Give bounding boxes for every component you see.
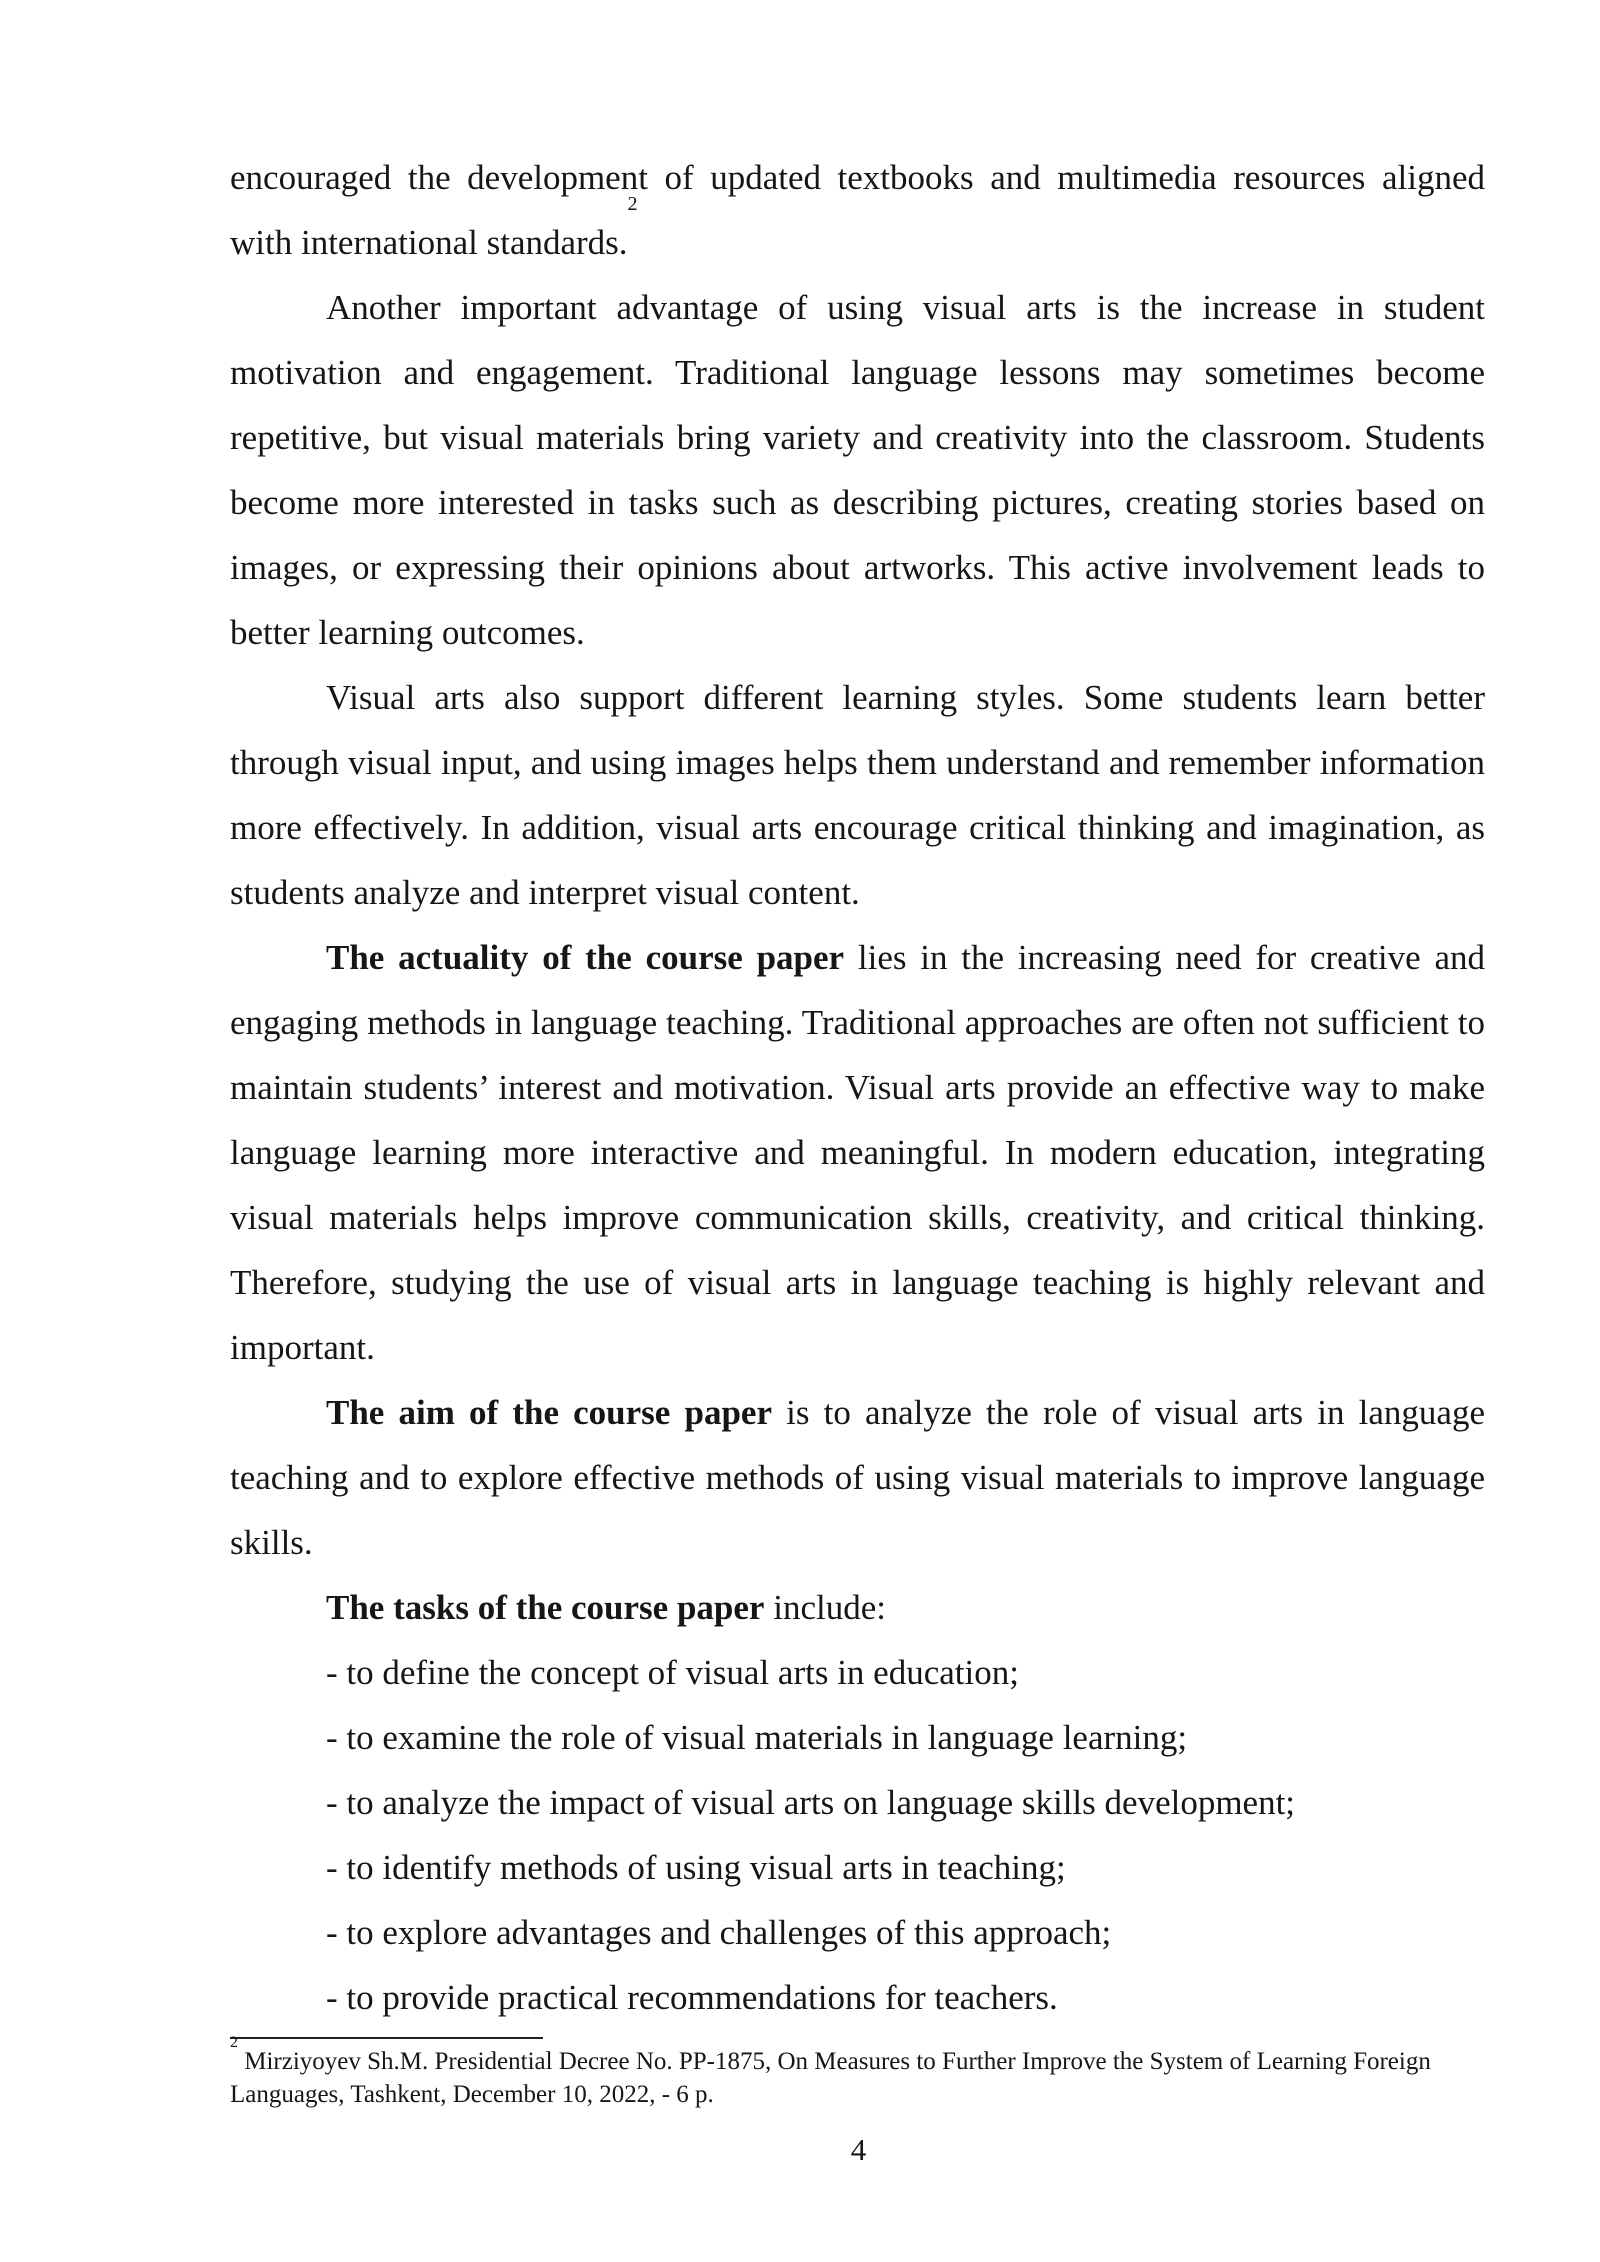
tasks-list bbox=[230, 1640, 1485, 2030]
footnote-marker: 2 bbox=[230, 2034, 238, 2051]
list-item: - to examine the role of visual materials in language learning; bbox=[326, 1718, 1188, 1757]
list-item: - to provide practical recommendations for teachers. bbox=[326, 1978, 1058, 2017]
actuality-heading: The actuality of the course paper bbox=[326, 938, 845, 977]
paragraph-learning-styles: Visual arts also support different learning styles. Some students learn better through visual input, and using images helps them understand and remember information more effectively. In addition, visual arts encourage critical thinking and imagination, as students analyze and interpret visual content. bbox=[230, 678, 1485, 912]
paragraph-aim bbox=[230, 1380, 1485, 1575]
paragraph-text: encouraged the development of updated textbooks and multimedia resources aligned with international standards. bbox=[230, 158, 1485, 262]
footnote-separator bbox=[230, 2037, 543, 2039]
list-item: - to define the concept of visual arts in education; bbox=[326, 1653, 1019, 1692]
aim-heading: The aim of the course paper bbox=[326, 1393, 772, 1432]
list-item: - to explore advantages and challenges of this approach; bbox=[326, 1913, 1112, 1952]
footnote-reference[interactable]: 2 bbox=[627, 193, 638, 215]
paragraph-actuality bbox=[230, 925, 1485, 1380]
actuality-text: lies in the increasing need for creative and engaging methods in language teaching. Traditional approaches are often not sufficient to maintain students’ interest and motivation. Visual arts provide an effective way to make language learning more interactive and meaningful. In modern education, integrating visual materials helps improve communication skills, creativity, and critical thinking. Therefore, studying the use of visual arts in language teaching is highly relevant and important. bbox=[230, 938, 1485, 1367]
tasks-heading: The tasks of the course paper bbox=[326, 1588, 765, 1627]
page-number: 4 bbox=[850, 2132, 867, 2167]
list-item: - to analyze the impact of visual arts on language skills development; bbox=[326, 1783, 1296, 1822]
list-item: - to identify methods of using visual arts in teaching; bbox=[326, 1848, 1066, 1887]
paragraph-motivation: Another important advantage of using visual arts is the increase in student motivation and engagement. Traditional language lessons may sometimes become repetitive, but visual materials bring variety and creativity into the classroom. Students become more interested in tasks such as describing pictures, creating stories based on images, or expressing their opinions about artworks. This active involvement leads to better learning outcomes. bbox=[230, 288, 1485, 652]
aim-text: is to analyze the role of visual arts in language teaching and to explore effective methods of using visual materials to improve language skills. bbox=[230, 1393, 1485, 1562]
footnote-text: Mirziyoyev Sh.M. Presidential Decree No. PP-1875, On Measures to Further Improve the System of Learning Foreign Languages, Tashkent, December 10, 2022, - 6 p. bbox=[230, 2048, 1431, 2108]
footnote bbox=[230, 2034, 1485, 2111]
paragraph-tasks bbox=[230, 1575, 1485, 1640]
tasks-intro-text: include: bbox=[764, 1588, 886, 1627]
page-body bbox=[230, 145, 1485, 2030]
paragraph-intro-continuation bbox=[230, 145, 1485, 275]
